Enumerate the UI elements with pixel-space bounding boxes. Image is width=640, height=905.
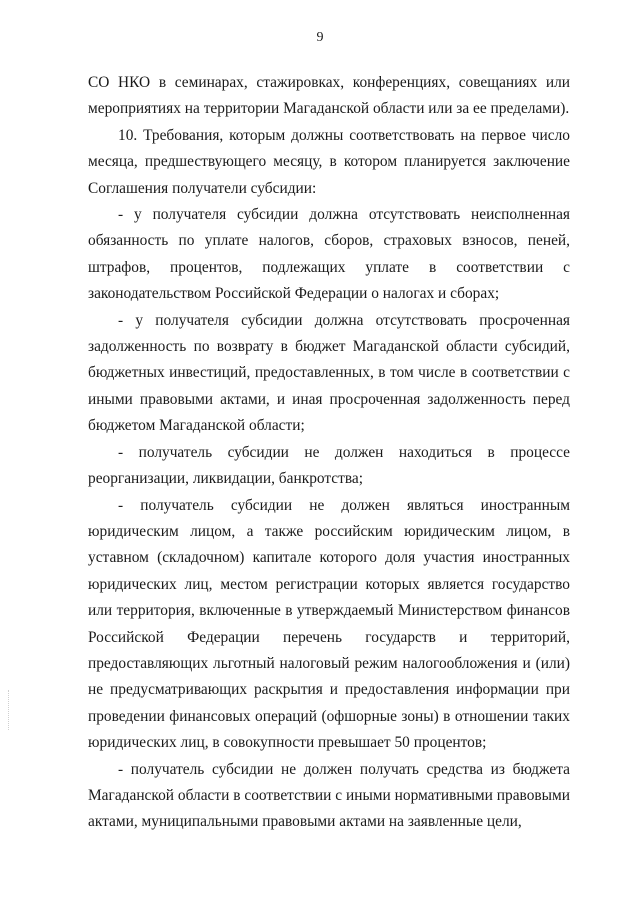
page-number: 9: [316, 30, 324, 45]
paragraph-requirement-tax-debt: - у получателя субсидии должна отсутствовать неисполненная обязанность по уплате налогов, сборов, страховых взносов, пеней, штрафов, процентов, подлежащих уплате в соответствии с законодательством Российской Федерации о налогах и сборах;: [88, 206, 570, 303]
paragraph-requirement-reorganization: - получатель субсидии не должен находиться в процессе реорганизации, ликвидации, банкротства;: [88, 443, 570, 488]
paragraph-requirements-heading: 10. Требования, которым должны соответствовать на первое число месяца, предшествующего месяцу, в котором планируется заключение Соглашения получатели субсидии:: [88, 126, 570, 197]
document-body: [88, 70, 570, 836]
paragraph-requirement-foreign-entity: - получатель субсидии не должен являться иностранным юридическим лицом, а также российским юридическим лицом, в уставном (складочном) капитале которого доля участия иностранных юридических лиц, местом регистрации которых является государство или территория, включенные в утверждаемый Министерством финансов Российской Федерации перечень государств и территорий, предоставляющих льготный налоговый режим налогообложения и (или) не предусматривающих раскрытия и предоставления информации при проведении финансовых операций (офшорные зоны) в отношении таких юридических лиц, в совокупности превышает 50 процентов;: [88, 496, 570, 752]
scan-margin-mark: [8, 690, 10, 730]
paragraph-requirement-overdue-debt: - у получателя субсидии должна отсутствовать просроченная задолженность по возврату в бюджет Магаданской области субсидий, бюджетных инвестиций, предоставленных, в том числе в соответствии с иными правовыми актами, и иная просроченная задолженность перед бюджетом Магаданской области;: [88, 311, 570, 435]
paragraph-continuation: СО НКО в семинарах, стажировках, конференциях, совещаниях или мероприятиях на территории Магаданской области или за ее пределами).: [88, 74, 570, 118]
paragraph-requirement-other-funding: - получатель субсидии не должен получать средства из бюджета Магаданской области в соответствии с иными нормативными правовыми актами, муниципальными правовыми актами на заявленные цели,: [88, 760, 570, 831]
